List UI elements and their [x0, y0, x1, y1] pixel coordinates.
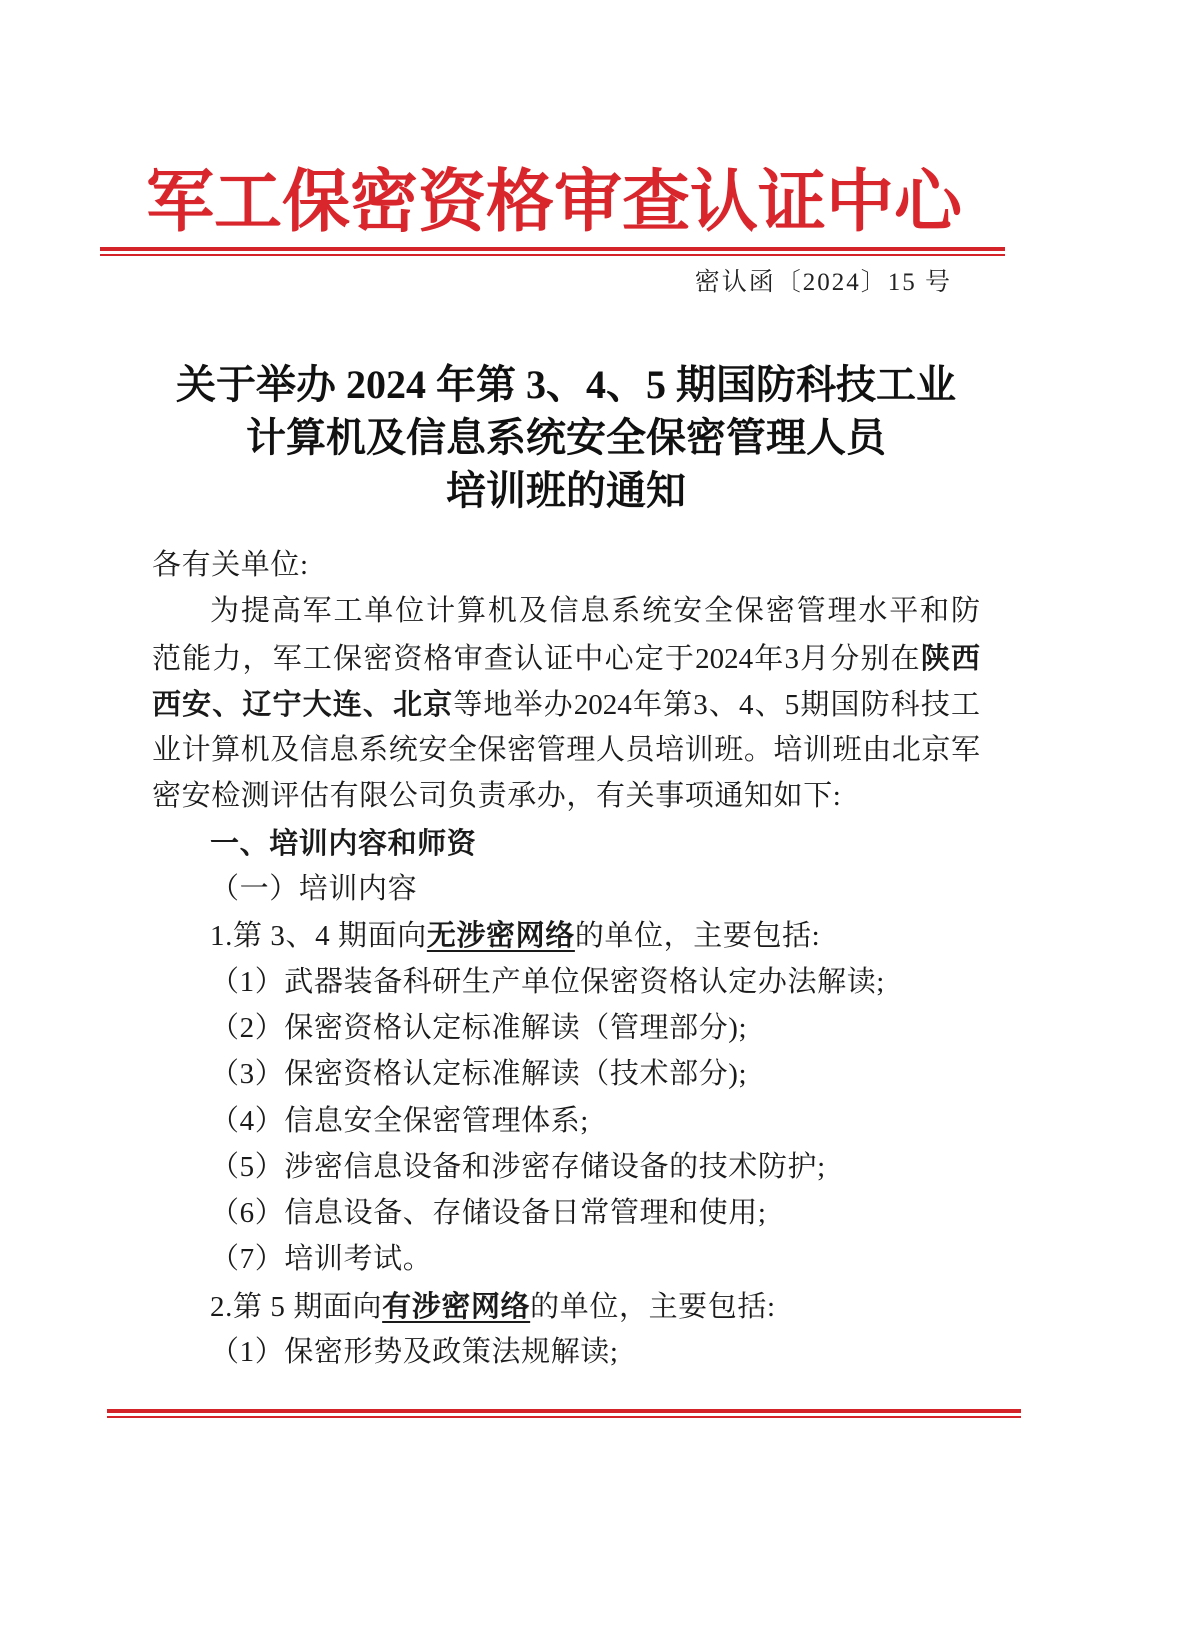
- item-1-line: [152, 912, 980, 958]
- header-red-rule-thin: [100, 254, 1005, 256]
- salutation: 各有关单位:: [152, 549, 309, 581]
- header-red-rule-thick: [100, 247, 1005, 251]
- subsection-1-heading: （一）培训内容: [210, 873, 418, 906]
- item-1-highlight: 无涉密网络: [426, 918, 575, 953]
- document-title: [0, 358, 1132, 517]
- intro-line-1: 为提高军工单位计算机及信息系统安全保密管理水平和防: [210, 595, 980, 628]
- intro-line-2-text: 范能力，军工保密资格审查认证中心定于2024年3月分别在: [152, 642, 921, 675]
- item-1-point: （6）信息设备、存储设备日常管理和使用;: [210, 1197, 767, 1230]
- title-line-3: 培训班的通知: [446, 468, 686, 513]
- item-2-line: [152, 1283, 980, 1329]
- item-2-suffix: 的单位，主要包括:: [530, 1290, 776, 1323]
- document-number: 密认函〔2024〕15 号: [694, 269, 952, 296]
- item-2-highlight: 有涉密网络: [382, 1288, 531, 1323]
- item-1-suffix: 的单位，主要包括:: [574, 920, 821, 953]
- item-1-point: （3）保密资格认定标准解读（技术部分);: [210, 1058, 748, 1091]
- intro-line-3-text: 等地举办2024年第3、4、5期国防科技工: [453, 688, 980, 721]
- footer-red-rule-thick: [107, 1409, 1021, 1413]
- document-body: [152, 542, 980, 1375]
- item-1-prefix: 1.第 3、4 期面向: [210, 920, 427, 953]
- title-line-2: 计算机及信息系统安全保密管理人员: [246, 415, 886, 460]
- intro-line-3: [152, 681, 980, 727]
- issuer-org-name: 军工保密资格审查认证中心: [145, 162, 962, 242]
- intro-line-5: 密安检测评估有限公司负责承办，有关事项通知如下:: [152, 780, 842, 813]
- item-2-point: （1）保密形势及政策法规解读;: [210, 1336, 619, 1369]
- item-1-point: （1）武器装备科研生产单位保密资格认定办法解读;: [210, 965, 885, 998]
- item-1-point: （7）培训考试。: [210, 1243, 433, 1276]
- title-line-1: 关于举办 2024 年第 3、4、5 期国防科技工业: [176, 362, 956, 407]
- item-1-point: （4）信息安全保密管理体系;: [210, 1104, 589, 1137]
- footer-red-rule-thin: [107, 1416, 1021, 1418]
- item-1-point: （5）涉密信息设备和涉密存储设备的技术防护;: [210, 1150, 826, 1183]
- intro-line-2: [152, 635, 980, 681]
- item-2-prefix: 2.第 5 期面向: [210, 1290, 383, 1323]
- intro-line-4: 业计算机及信息系统安全保密管理人员培训班。培训班由北京军: [152, 734, 980, 767]
- section-1-heading: 一、培训内容和师资: [210, 825, 477, 860]
- intro-line-3-bold: 西安、辽宁大连、北京: [152, 686, 454, 721]
- intro-line-2-bold: 陕西: [920, 640, 980, 675]
- item-1-point: （2）保密资格认定标准解读（管理部分);: [210, 1011, 748, 1044]
